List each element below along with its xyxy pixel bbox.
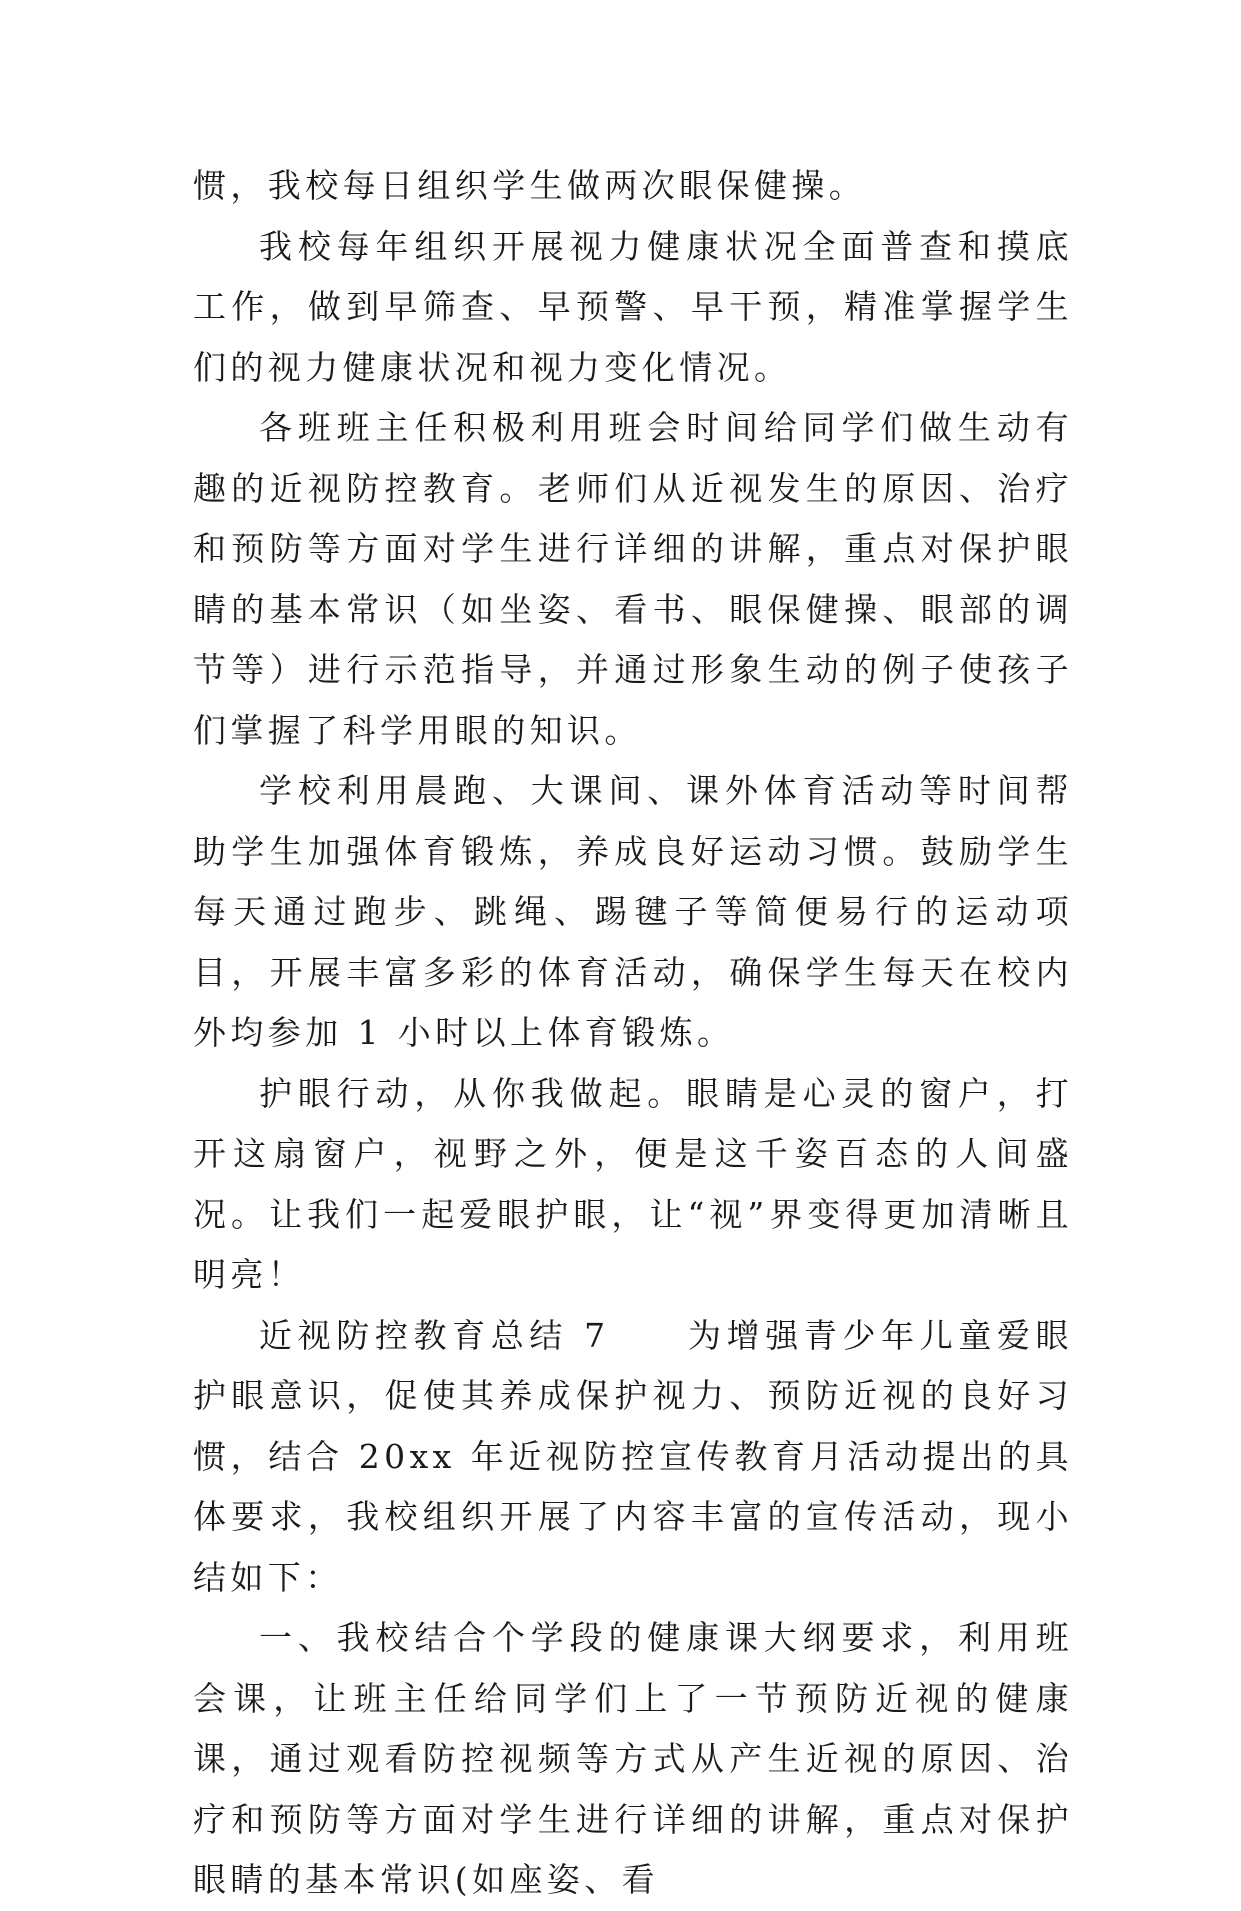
paragraph-continuation: 惯，我校每日组织学生做两次眼保健操。 <box>193 166 867 205</box>
paragraph-section-one: 一、我校结合个学段的健康课大纲要求，利用班会课，让班主任给同学们上了一节预防近视的健康课，通过观看防控视频等方式从产生近视的原因、治疗和预防等方面对学生进行详细的讲解，重点对保护眼睛的基本常识(如座姿、看 <box>193 1618 1073 1899</box>
paragraph-class-teacher-education: 各班班主任积极利用班会时间给同学们做生动有趣的近视防控教育。老师们从近视发生的原因、治疗和预防等方面对学生进行详细的讲解，重点对保护眼睛的基本常识（如坐姿、看书、眼保健操、眼部的调节等）进行示范指导，并通过形象生动的例子使孩子们掌握了科学用眼的知识。 <box>193 408 1073 750</box>
paragraph-eye-care-call: 护眼行动，从你我做起。眼睛是心灵的窗户，打开这扇窗户，视野之外，便是这千姿百态的人间盛况。让我们一起爱眼护眼，让“视”界变得更加清晰且明亮！ <box>193 1073 1073 1294</box>
paragraph-vision-screening: 我校每年组织开展视力健康状况全面普查和摸底工作，做到早筛查、早预警、早干预，精准掌握学生们的视力健康状况和视力变化情况。 <box>193 226 1073 387</box>
paragraph-summary-7-intro: 近视防控教育总结 7 为增强青少年儿童爱眼护眼意识，促使其养成保护视力、预防近视的良好习惯，结合 20xx 年近视防控宣传教育月活动提出的具体要求，我校组织开展了内容丰富的宣传活动，现小结如下： <box>193 1315 1073 1597</box>
document-body <box>193 156 1073 1911</box>
paragraph-physical-exercise: 学校利用晨跑、大课间、课外体育活动等时间帮助学生加强体育锻炼，养成良好运动习惯。鼓励学生每天通过跑步、跳绳、踢毽子等简便易行的运动项目，开展丰富多彩的体育活动，确保学生每天在校内外均参加 1 小时以上体育锻炼。 <box>193 771 1073 1052</box>
